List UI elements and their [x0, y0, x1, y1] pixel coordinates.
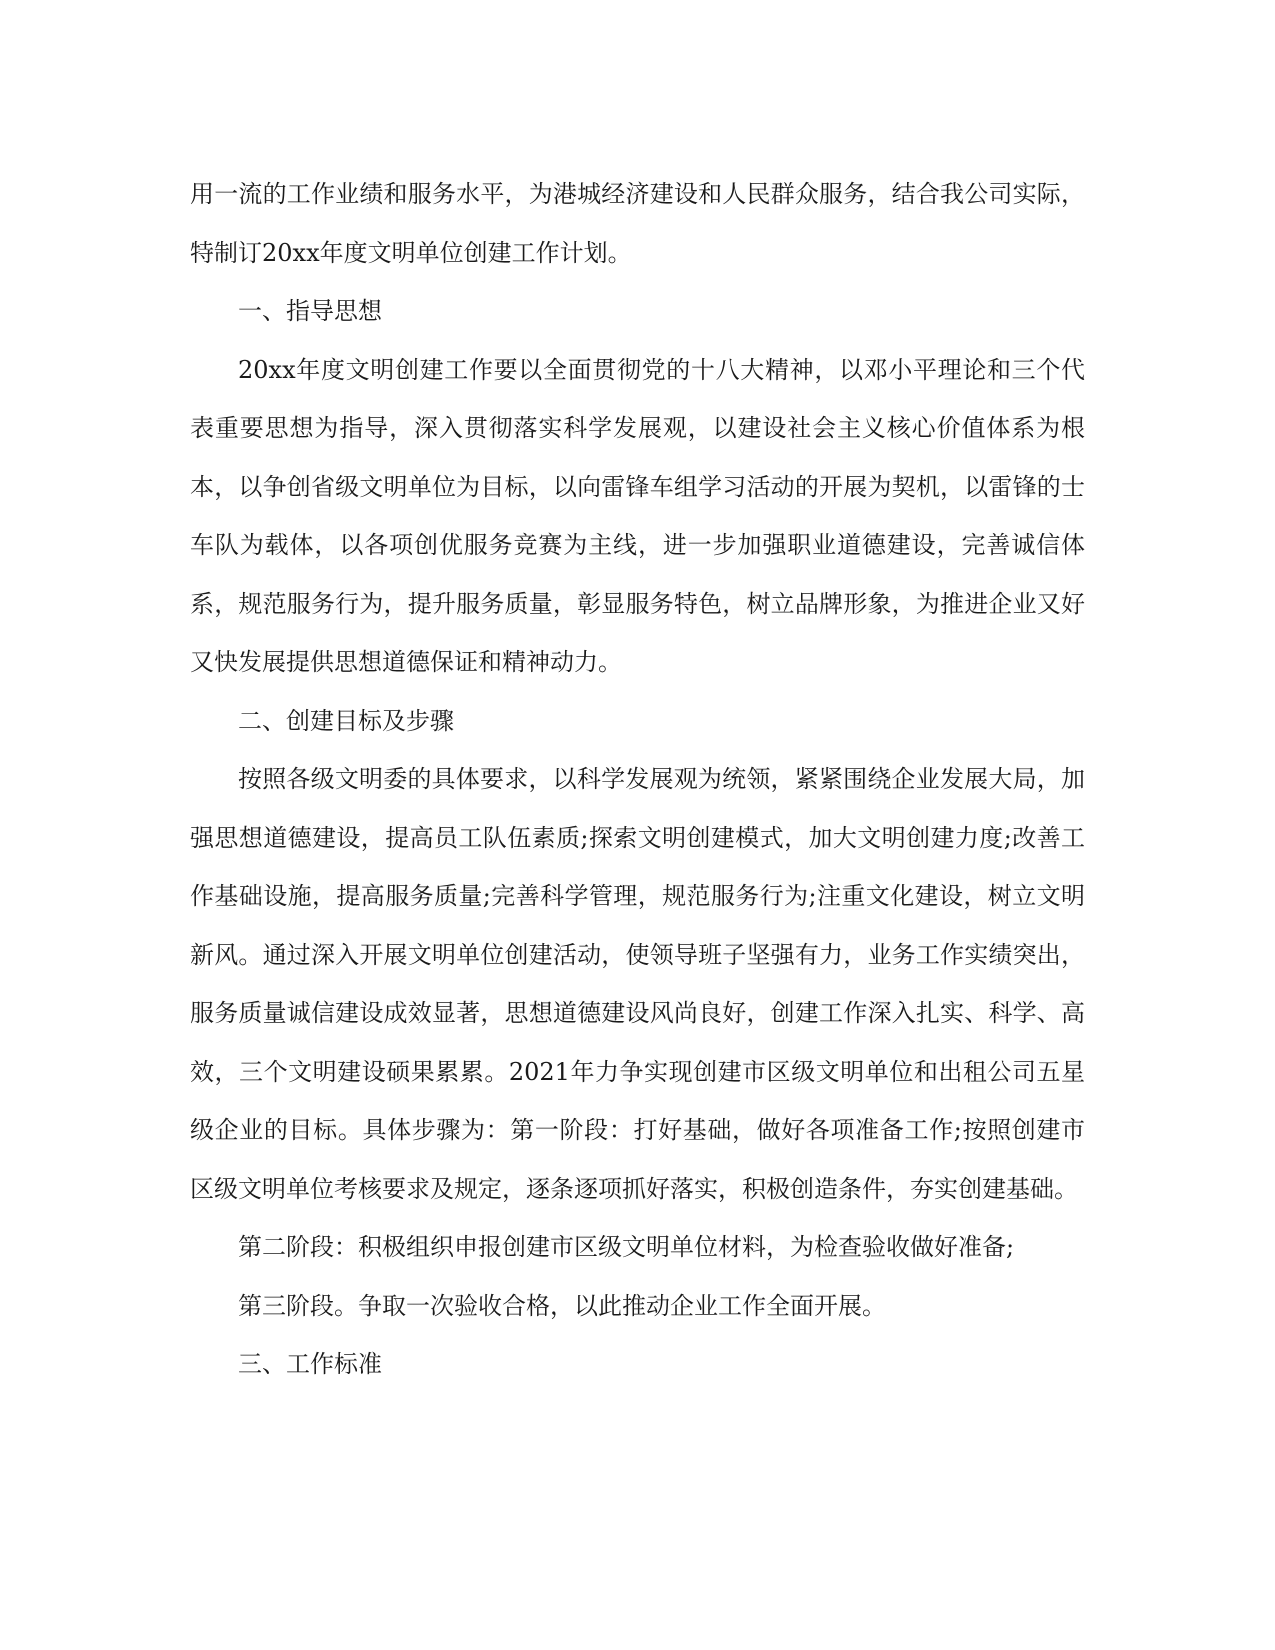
- section-heading-goals-and-steps: 二、创建目标及步骤: [238, 706, 454, 735]
- paragraph-guiding-thought: 20xx年度文明创建工作要以全面贯彻党的十八大精神，以邓小平理论和三个代表重要思想为指导，深入贯彻落实科学发展观，以建设社会主义核心价值体系为根本，以争创省级文明单位为目标，以向雷锋车组学习活动的开展为契机，以雷锋的士车队为载体，以各项创优服务竞赛为主线，进一步加强职业道德建设，完善诚信体系，规范服务行为，提升服务质量，彰显服务特色，树立品牌形象，为推进企业又好又快发展提供思想道德保证和精神动力。: [190, 355, 1085, 676]
- paragraph-stage-two: 第二阶段：积极组织申报创建市区级文明单位材料，为检查验收做好准备;: [238, 1233, 1015, 1261]
- paragraph-goals: 按照各级文明委的具体要求，以科学发展观为统领，紧紧围绕企业发展大局，加强思想道德建设，提高员工队伍素质;探索文明创建模式，加大文明创建力度;改善工作基础设施，提高服务质量;完善科学管理，规范服务行为;注重文化建设，树立文明新风。通过深入开展文明单位创建活动，使领导班子坚强有力，业务工作实绩突出，服务质量诚信建设成效显著，思想道德建设风尚良好，创建工作深入扎实、科学、高效，三个文明建设硕果累累。2021年力争实现创建市区级文明单位和出租公司五星级企业的目标。具体步骤为：第一阶段：打好基础，做好各项准备工作;按照创建市区级文明单位考核要求及规定，逐条逐项抓好落实，积极创造条件，夯实创建基础。: [190, 765, 1085, 1203]
- section-heading-work-standards: 三、工作标准: [238, 1350, 382, 1378]
- paragraph-stage-three: 第三阶段。争取一次验收合格，以此推动企业工作全面开展。: [238, 1291, 886, 1320]
- paragraph-continuation: 用一流的工作业绩和服务水平，为港城经济建设和人民群众服务，结合我公司实际，特制订20xx年度文明单位创建工作计划。: [190, 180, 1085, 267]
- section-heading-guiding-thought: 一、指导思想: [238, 297, 382, 325]
- document-body: [190, 165, 1085, 1394]
